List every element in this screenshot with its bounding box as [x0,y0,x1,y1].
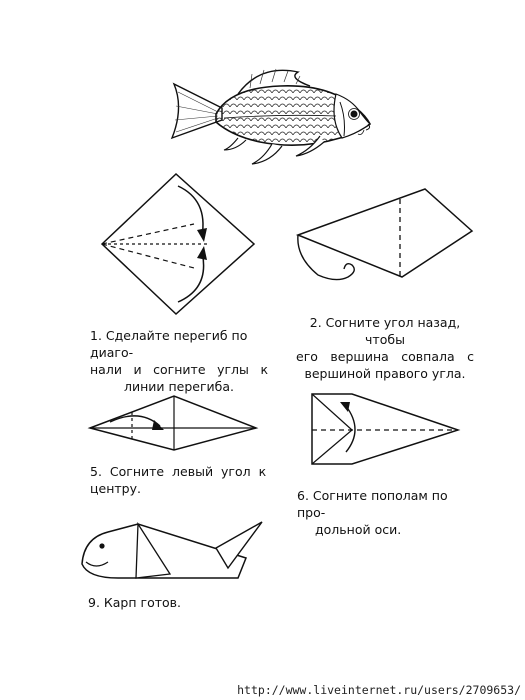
source-url-watermark: http://www.liveinternet.ru/users/2709653/ [237,683,521,697]
caption-line: 5. Согните левый угол к [90,464,267,479]
step6-diagram [306,390,464,468]
step5-diagram [86,390,264,460]
step9-diagram [78,518,268,588]
step6-caption [297,487,475,538]
caption-line: линии перегиба. [123,379,235,394]
caption-line: 1. Сделайте перегиб по диаго- [90,328,248,360]
caption-line: 9. Карп готов. [88,595,181,610]
caption-line: его вершина совпала с [296,349,474,364]
carp-illustration-icon [160,58,380,168]
caption-line: нали и согните углы к [90,362,268,377]
step5-caption [90,463,268,497]
step1-diagram [98,170,260,320]
step2-caption [296,314,474,382]
caption-line: дольной оси. [315,522,402,537]
caption-line: 6. Согните пополам по про- [297,488,448,520]
caption-line: центру. [90,481,141,496]
step9-caption [88,594,266,611]
step2-diagram [290,185,480,290]
caption-line: 2. Согните угол назад, чтобы [309,315,461,347]
caption-line: вершиной правого угла. [304,366,466,381]
step1-caption [90,327,268,395]
